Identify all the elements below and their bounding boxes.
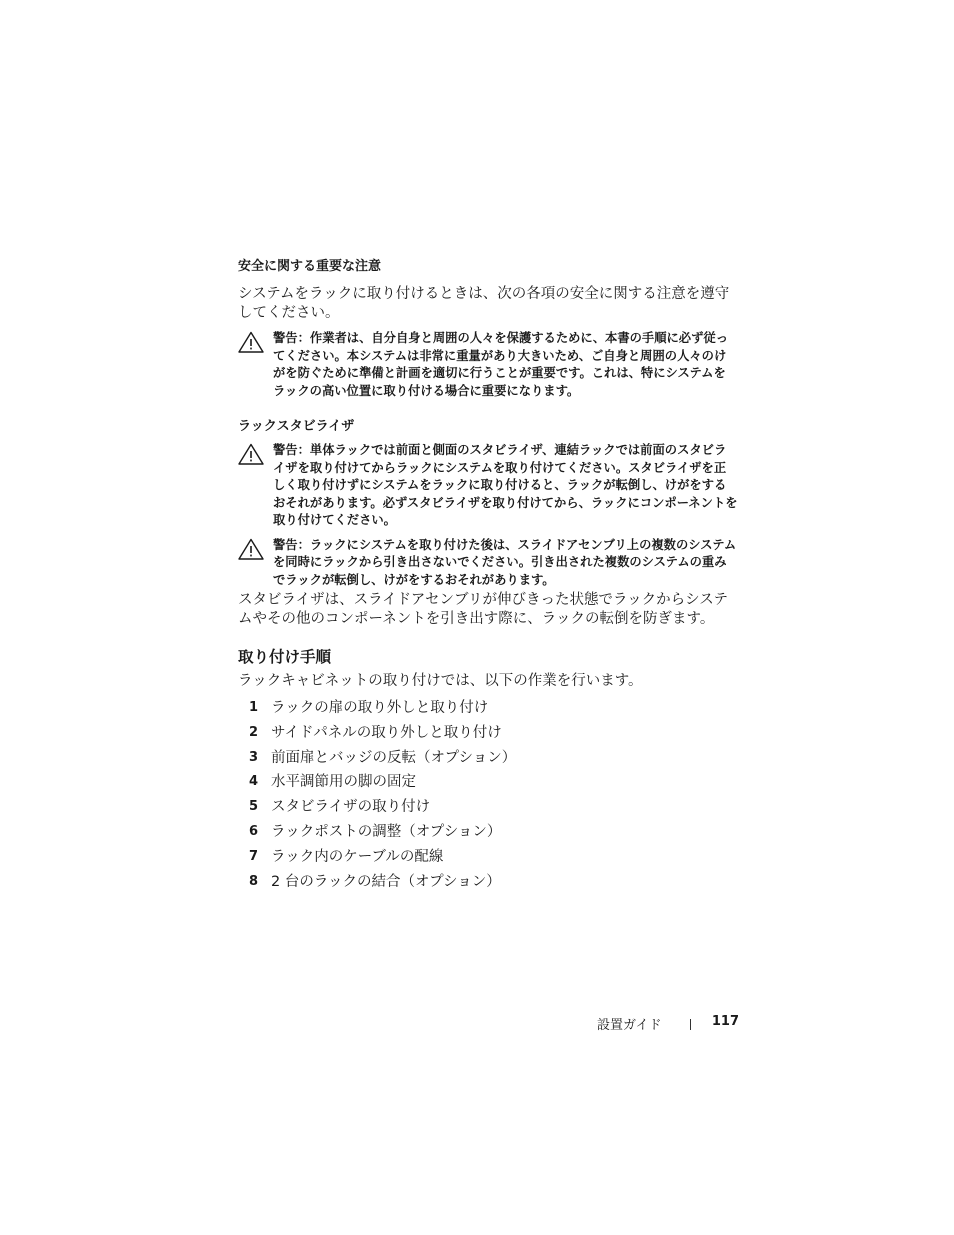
warning-triangle-icon (238, 331, 264, 353)
step-number: 1 (249, 700, 259, 715)
warning-triangle-icon (238, 443, 264, 465)
step-item (238, 872, 738, 897)
step-item (238, 723, 738, 748)
stabilizer-warning-2 (238, 537, 738, 590)
safety-intro: システムをラックに取り付けるときは、次の各項の安全に関する注意を遵守してください。 (238, 286, 730, 321)
install-heading: 取り付け手順 (238, 648, 332, 666)
warning-triangle-icon (238, 538, 264, 560)
step-text: 水平調節用の脚の固定 (271, 774, 416, 791)
stabilizer-body: スタビライザは、スライドアセンブリが伸びきった状態でラックからシステムやその他のコンポーネントを引き出す際に、ラックの転倒を防ぎます。 (238, 592, 728, 627)
stabilizer-heading: ラックスタビライザ (238, 419, 355, 434)
step-number: 2 (249, 724, 259, 740)
step-text: 2 台のラックの結合（オプション） (271, 873, 501, 890)
step-text: 前面扉とバッジの反転（オプション） (271, 749, 517, 766)
step-number: 7 (249, 848, 259, 864)
footer-title: 設置ガイド (597, 1018, 662, 1033)
footer-divider (690, 1019, 691, 1030)
step-item (238, 847, 738, 872)
safety-heading: 安全に関する重要な注意 (238, 259, 382, 274)
stabilizer-warning-1 (238, 442, 738, 530)
step-text: ラック内のケーブルの配線 (271, 848, 444, 865)
install-steps (238, 698, 738, 896)
step-item (238, 748, 738, 773)
page-number: 117 (711, 1014, 739, 1029)
step-number: 4 (249, 774, 259, 790)
safety-warning-text: 警告：作業者は、自分自身と周囲の人々を保護するために、本書の手順に必ず従ってください。本システムは非常に重量があり大きいため、ご自身と周囲の人々のけがを防ぐために準備と計画を適切に行うことが重要です。これは、特にシステムをラックの高い位置に取り付ける場合に重要になります。 (273, 331, 728, 398)
step-number: 5 (249, 799, 259, 815)
step-text: ラックポストの調整（オプション） (271, 823, 502, 840)
step-number: 6 (249, 823, 259, 839)
step-text: ラックの扉の取り外しと取り付け (271, 700, 489, 716)
install-intro: ラックキャビネットの取り付けでは、以下の作業を行います。 (238, 673, 643, 689)
step-number: 3 (249, 749, 259, 765)
page-content (238, 258, 738, 896)
stabilizer-warning-2-text: 警告：ラックにシステムを取り付けた後は、スライドアセンブリ上の複数のシステムを同時にラックから引き出さないでください。引き出された複数のシステムの重みでラックが転倒し、けがをするおそれがあります。 (273, 537, 737, 587)
step-item (238, 698, 738, 723)
safety-warning (238, 330, 738, 400)
step-text: スタビライザの取り付け (271, 799, 431, 816)
step-text: サイドパネルの取り外しと取り付け (271, 724, 502, 741)
step-number: 8 (249, 873, 259, 889)
step-item (238, 822, 738, 847)
page-footer (597, 1014, 742, 1034)
stabilizer-warning-1-text: 警告：単体ラックでは前面と側面のスタビライザ、連結ラックでは前面のスタビライザを取り付けてからラックにシステムを取り付けてください。スタビライザを正しく取り付けずにシステムをラックに取り付けると、ラックが転倒し、けがをするおそれがあります。必ずスタビライザを取り付けてから、ラックにコンポーネントを取り付けてください。 (273, 443, 738, 527)
step-item (238, 772, 738, 797)
step-item (238, 797, 738, 822)
